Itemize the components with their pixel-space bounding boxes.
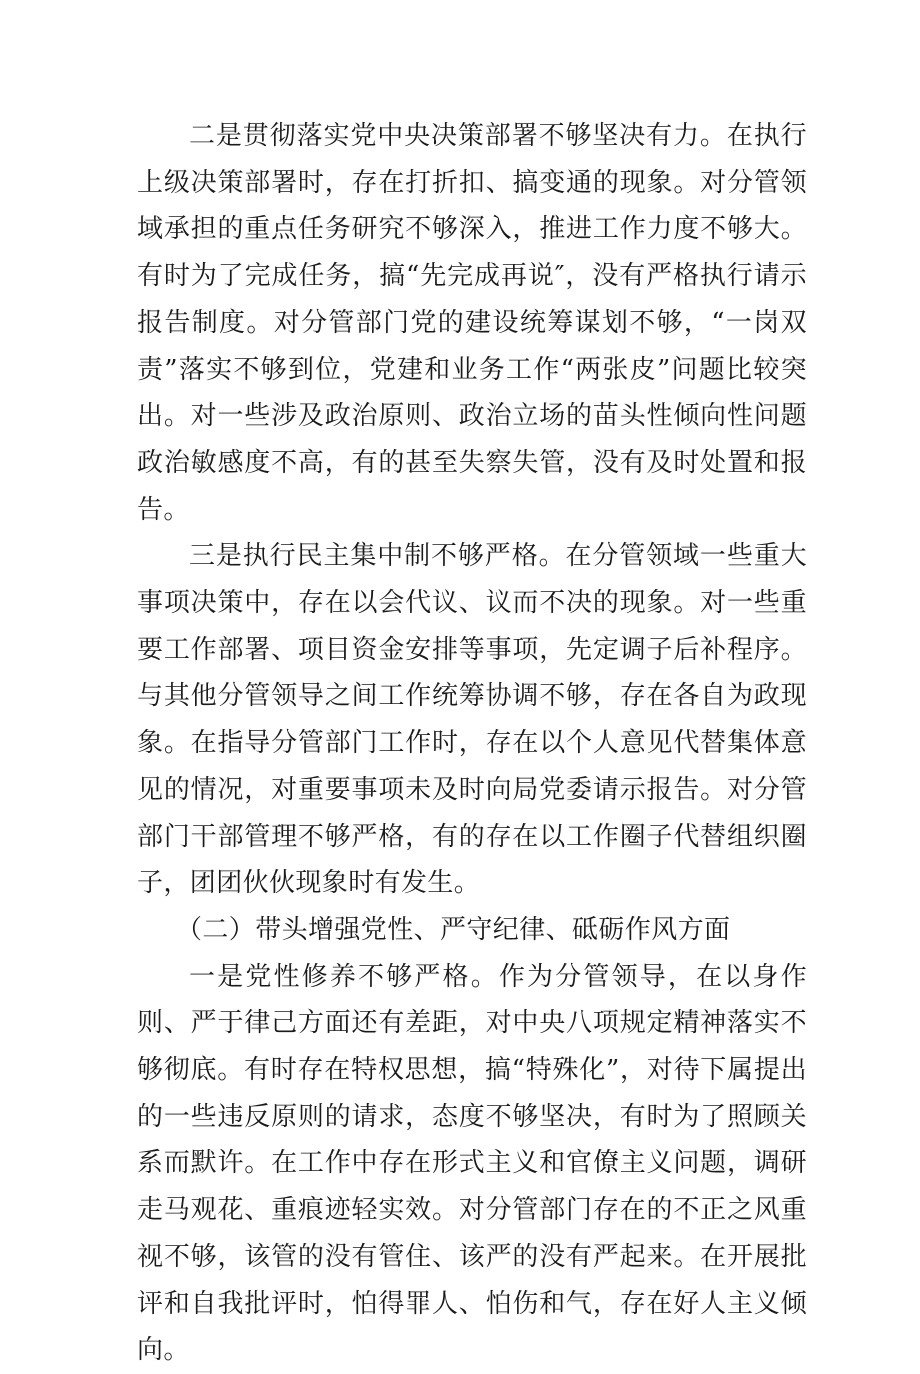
section-heading: （二）带头增强党性、严守纪律、砥砺作风方面 (176, 914, 731, 945)
document-body (137, 113, 807, 1374)
paragraph-item-3: 三是执行民主集中制不够严格。在分管领域一些重大事项决策中，存在以会代议、议而不决的现象。对一些重要工作部署、项目资金安排等事项，先定调子后补程序。与其他分管领导之间工作统筹协调不够，存在各自为政现象。在指导分管部门工作时，存在以个人意见代替集体意见的情况，对重要事项未及时向局党委请示报告。对分管部门干部管理不够严格，有的存在以工作圈子代替组织圈子，团团伙伙现象时有发生。 (137, 541, 807, 899)
paragraph-item-2: 二是贯彻落实党中央决策部署不够坚决有力。在执行上级决策部署时，存在打折扣、搞变通的现象。对分管领域承担的重点任务研究不够深入，推进工作力度不够大。有时为了完成任务，搞“先完成再说″，没有严格执行请示报告制度。对分管部门党的建设统筹谋划不够，“一岗双责”落实不够到位，党建和业务工作“两张皮”问题比较突出。对一些涉及政治原则、政治立场的苗头性倾向性问题政治敏感度不高，有的甚至失察失管，没有及时处置和报告。 (137, 121, 807, 525)
paragraph-item-1-section-2: 一是党性修养不够严格。作为分管领导，在以身作则、严于律己方面还有差距，对中央八项规定精神落实不够彻底。有时存在特权思想，搞“特殊化”，对待下属提出的一些违反原则的请求，态度不够坚决，有时为了照顾关系而默许。在工作中存在形式主义和官僚主义问题，调研走马观花、重痕迹轻实效。对分管部门存在的不正之风重视不够，该管的没有管住、该严的没有严起来。在开展批评和自我批评时，怕得罪人、怕伤和气，存在好人主义倾向。 (137, 961, 807, 1366)
